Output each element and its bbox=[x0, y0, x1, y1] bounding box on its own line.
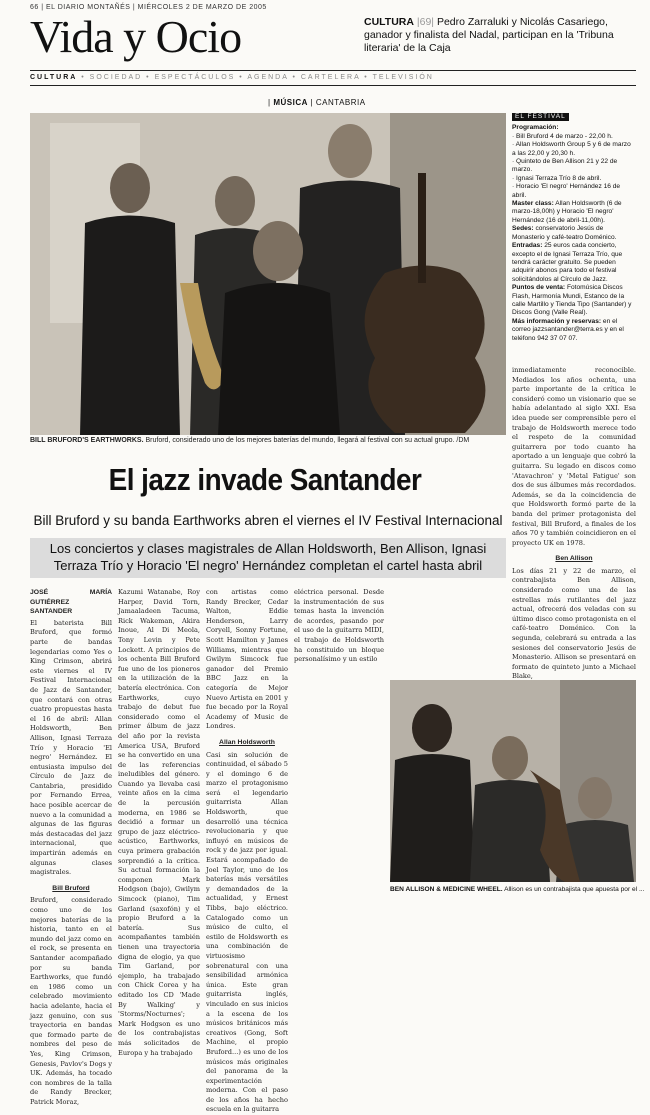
column-text: Los días 21 y 22 de marzo, el contrabajista Ben Allison, considerado como una de las estrellas más rutilantes del jazz actual, ofrecerá dos veladas con su último disco como protagonista en el café-teatro Doménico. Con la segunda, celebrará su entrada a las sesiones del conservatorio Jesús de Monasterio. Allison se presentará en formato de quinteto junto a Michael Blake, bbox=[512, 567, 636, 682]
teaser-section: CULTURA bbox=[364, 16, 414, 28]
column-text: con artistas como Randy Brecker, Cedar Walton, Eddie Henderson, Larry Coryell, Sonny Fortune, Scott Hamilton y James Williams, mientras que Gwilym Simcock fue ganador del Premio BBC Jazz en la categoría de Mejor Nuevo Artista en 2001 y fue becado por la Royal Academy of Music de Londres. bbox=[206, 588, 288, 732]
band-photo-image bbox=[30, 113, 506, 435]
band-photo-caption-text: Bruford, considerado uno de los mejores baterías del mundo, llegará al festival con su actual grupo. /DM bbox=[145, 437, 469, 444]
programacion-item: · Bill Bruford 4 de marzo - 22,00 h. bbox=[512, 133, 636, 141]
nav-item-cartelera[interactable]: CARTELERA bbox=[301, 74, 361, 81]
nav-item-cultura[interactable]: CULTURA bbox=[30, 74, 77, 81]
subheading: Allan Holdsworth bbox=[206, 738, 288, 748]
allison-photo-caption-text: Allison es un contrabajista que apuesta por el ... bbox=[504, 886, 644, 893]
deck: Los conciertos y clases magistrales de Allan Holdsworth, Ben Allison, Ignasi Terraza Trío y Horacio 'El negro' Hernández completan el cartel hasta abril bbox=[30, 538, 506, 578]
column-text: Casi sin solución de continuidad, el sábado 5 y el domingo 6 de marzo el protagonismo será el legendario guitarrista Allan Holdsworth, que desarrolló una técnica revolucionaria y que influyó en músicos de rock y de jazz por igual. Estará acompañado de Joel Taylor, uno de los baterías más versátiles y demandados de la actualidad, y Ernest Tibbs, bajo eléctrico. Catalogado como un músico de culto, el estilo de Holdsworth es una combinación de virtuosismo sobrenatural con una sensibilidad armónica única. Este gran guitarrista inglés, vinculado en sus inicios a la escena de los músicos británicos más creativos (Gong, Soft Machine, el propio Bruford...) es uno de los músicos más originales del panorama de la experimentación moderna. Con el paso de los años ha hecho escuela en la guitarra bbox=[206, 751, 288, 1115]
info-label: Más información y reservas: bbox=[512, 318, 601, 325]
programacion-item: · Allan Holdsworth Group 5 y 6 de marzo a las 22,00 y 20,30 h. bbox=[512, 141, 636, 158]
article-column-3 bbox=[206, 588, 288, 894]
venta-text: Fotomúsica Discos Flash, Harmonía Mundi, Estanco de la calle Martillo y Tienda Tipo (Santander) y Discos Gong (Valle Real). bbox=[512, 284, 631, 316]
programacion-item: · Horacio 'El negro' Hernández 16 de abril. bbox=[512, 183, 636, 200]
teaser-text: Pedro Zarraluki y Nicolás Casariego, ganador y finalista del Nadal, participan en la 'Tribuna literaria' de la Caja bbox=[364, 16, 614, 54]
section-nav: CULTURA • SOCIEDAD • ESPECTÁCULOS • AGENDA • CARTELERA • TELEVISIÓN bbox=[30, 70, 636, 86]
programacion-label: Programación: bbox=[512, 124, 559, 131]
nav-item-agenda[interactable]: AGENDA bbox=[247, 74, 288, 81]
sedes-label: Sedes: bbox=[512, 225, 534, 232]
entradas-text: 25 euros cada concierto, excepto el de Ignasi Terraza Trío, que tendrá carácter gratuito. Se pueden adquirir abonos para todo el festival solicitándolos al Círculo de Jazz. bbox=[512, 242, 622, 283]
programacion-item: · Ignasi Terraza Trío 8 de abril. bbox=[512, 175, 636, 183]
article-column-2 bbox=[118, 588, 200, 894]
section-title: Vida y Ocio bbox=[30, 14, 241, 60]
nav-item-television[interactable]: TELEVISIÓN bbox=[373, 74, 434, 81]
article-column-4 bbox=[294, 588, 384, 674]
headline: El jazz invade Santander bbox=[54, 462, 477, 498]
rubric-place: CANTABRIA bbox=[316, 98, 366, 107]
band-photo bbox=[30, 113, 506, 435]
subhead: Bill Bruford y su banda Earthworks abren el viernes el IV Festival Internacional bbox=[30, 512, 506, 530]
teaser[interactable] bbox=[364, 16, 636, 55]
nav-item-espectaculos[interactable]: ESPECTÁCULOS bbox=[155, 74, 236, 81]
programacion-item: · Quinteto de Ben Allison 21 y 22 de marzo. bbox=[512, 158, 636, 175]
subheading: Ben Allison bbox=[512, 554, 636, 564]
column-text: eléctrica personal. Desde la instrumentación de sus temas hasta la invención de acordes, pasando por el uso de la guitarra MIDI, el trabajo de Holdsworth ha constituido un bloque personalísimo y un estilo bbox=[294, 588, 384, 665]
article-column-1 bbox=[30, 588, 112, 894]
page-topline: 66 | EL DIARIO MONTAÑÉS | MIÉRCOLES 2 DE MARZO DE 2005 bbox=[30, 4, 267, 11]
entradas-label: Entradas: bbox=[512, 242, 542, 249]
allison-photo bbox=[390, 680, 636, 882]
allison-photo-caption-title: BEN ALLISON & MEDICINE WHEEL. bbox=[390, 886, 503, 893]
column-text: El baterista Bill Bruford, que formó parte de bandas legendarias como Yes o King Crimson, abrirá este viernes el IV Festival Internacional de Jazz de Santander, que contará con otras cuatro propuestas hasta el 16 de abril: Allan Holdsworth, Ben Allison, Ignasi Terraza Trío y Horacio 'El negro' Hernández. El entusiasta impulso del Círculo de Jazz de Cantabria, presidido por Fernando Errea, hace posible acercar de nuevo a la comunidad a algunas de las figuras más destacadas del jazz internacional, que impartirán además en algunas clases magistrales. bbox=[30, 619, 112, 878]
column-text: inmediatamente reconocible. Mediados los años ochenta, una parte importante de la crítica le consideró como un visionario que se había adelantado al siglo XXI. Esa idea puede ser comprensible pero el trabajo de Holdsworth merece todo el respeto de la comunidad guitarrera por todo cuanto ha aportado a un lenguaje que cobró la guitarra. Su legado en discos como 'Atavachron' y 'Metal Fatigue' son dos de sus álbumes más recordados. Además, se da la coincidencia de que Holdsworth formó parte de la banda del primer protagonista del festival, Bill Bruford, a finales de los años 70 y también coincidieron en el proyecto UK en 1978. bbox=[512, 366, 636, 548]
venta-label: Puntos de venta: bbox=[512, 284, 565, 291]
subheading: Bill Bruford bbox=[30, 884, 112, 894]
master-text: Allan Holdsworth (6 de marzo-18,00h) y Horacio 'El negro' Hernández (16 de abril-11,00h). bbox=[512, 200, 622, 224]
byline: JOSÉ MARÍA GUTIÉRREZ SANTANDER bbox=[30, 588, 112, 617]
rubric-section: MÚSICA bbox=[273, 98, 308, 107]
sidebar-tag: EL FESTIVAL bbox=[512, 113, 569, 121]
info-text: en el correo jazzsantander@terra.es y en el teléfono 942 37 07 07. bbox=[512, 318, 624, 342]
allison-photo-image bbox=[390, 680, 636, 882]
band-photo-caption bbox=[30, 437, 506, 444]
sedes-text: conservatorio Jesús de Monasterio y café-teatro Doménico. bbox=[512, 225, 616, 240]
band-photo-caption-title: BILL BRUFORD'S EARTHWORKS. bbox=[30, 437, 144, 444]
column-text: Kazumi Watanabe, Roy Harper, David Torn, Jamaaladeen Tacuma, Rick Wakeman, Akira Inoue, Al Di Meola, Tony Levin y Pete Lockett. A principios de los ochenta Bill Bruford fue uno de los pioneros en la utilización de la batería electrónica. Con Earthworks, cuyo trabajo de debut fue considerado como el primer álbum de jazz del año por la revista America USA, Bruford se ha convertido en una de las referencias ineludibles del género. Cuando ya llevaba casi veinte años en la cima de la percusión moderna, en 1986 se decidió a formar un grupo de jazz eléctrico-acústico, Earthworks, cuya primera grabación sorprendió a la crítica. Su actual formación la componen Mark Hodgson (bajo), Gwilym Simcock (piano), Tim Garland (saxofón) y el propio Bruford a la batería. Sus acompañantes también tienen una trayectoria digna de elogio, ya que Tim Garland, por ejemplo, ha trabajado con Chick Corea y ha editado los CD 'Made By Walking' y 'Storms/Nocturnes'; Mark Hodgson es uno de los contrabajistas más solicitados de Europa y ha trabajado bbox=[118, 588, 200, 1058]
master-label: Master class: bbox=[512, 200, 554, 207]
rubric: | MÚSICA | CANTABRIA bbox=[268, 98, 366, 107]
festival-sidebar bbox=[512, 113, 636, 343]
nav-item-sociedad[interactable]: SOCIEDAD bbox=[90, 74, 143, 81]
article-column-5 bbox=[512, 366, 636, 676]
teaser-page-ref: |69| bbox=[417, 16, 434, 28]
allison-photo-caption bbox=[390, 886, 636, 893]
column-text: Bruford, considerado como uno de los mejores baterías de la historia, tanto en el mundo del jazz como en el rock, se presenta en Santander acompañado por su banda Earthworks, que fundó en 1986 como un celebrado movimiento hacia adelante, hacia el jazz genuino, con sus trayectoria en bandas que formado parte de nombres del peso de Yes, King Crimson, Genesis, Pavlov's Dogs y UK. Además, ha tocado con nombres de la talla de Randy Brecker, Patrick Moraz, bbox=[30, 896, 112, 1107]
